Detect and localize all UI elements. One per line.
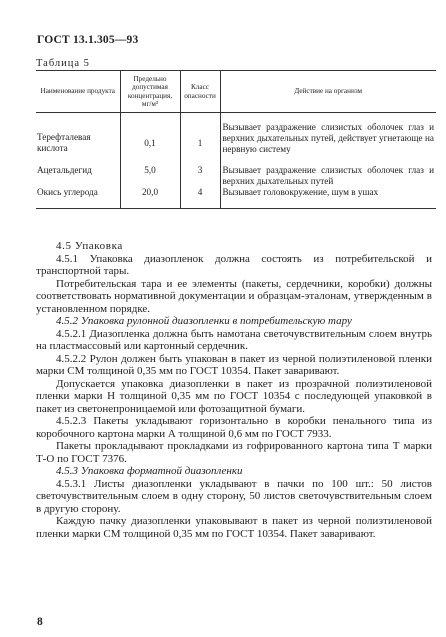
subsection-heading: 4.5.2 Упаковка рулонной диазопленки в потребительскую тару — [56, 315, 352, 327]
section-heading: 4.5 Упаковка — [56, 240, 123, 252]
cell-pdk: 5,0 — [120, 155, 180, 187]
paragraph: 4.5.1 Упаковка диазопленок должна состоять из потребительской и транспортной тары. — [36, 252, 432, 277]
cell-class: 1 — [180, 122, 220, 155]
paragraph: 4.5.2.3 Пакеты укладывают горизонтально в коробки пенального типа из коробочного картона марки А толщиной 0,6 мм по ГОСТ 7933. — [36, 415, 432, 440]
table-row — [36, 187, 436, 209]
section-text — [36, 240, 432, 540]
paragraph: 4.5.2.2 Рулон должен быть упакован в пакет из черной полиэтиленовой пленки марки СМ толщиной 0,35 мм по ГОСТ 10354. Пакет заваривают. — [36, 352, 432, 377]
table-caption: Таблица 5 — [36, 58, 90, 69]
column-header-class: Класс опасности — [180, 71, 220, 113]
paragraph: Потребительская тара и ее элементы (пакеты, сердечники, коробки) должны соответствовать нормативной документации и образцам-эталонам, утвержденным в установленном порядке. — [36, 277, 432, 315]
paragraph: 4.5.3.1 Листы диазопленки укладывают в пачки по 100 шт.: 50 листов светочувствительным слоем в одну сторону, 50 листов светочувствительным слоем в другую сторону. — [36, 477, 432, 515]
cell-class: 3 — [180, 155, 220, 187]
column-header-product: Наименование продукта — [36, 71, 120, 113]
standard-header: ГОСТ 13.1.305—93 — [37, 34, 139, 46]
cell-effect: Вызывает раздражение слизистых оболочек глаз и верхних дыхательных путей — [220, 155, 436, 187]
cell-effect: Вызывает раздражение слизистых оболочек глаз и верхних дыхательных путей, действует угнетающе на нервную систему — [220, 122, 436, 155]
table-header-row — [36, 71, 436, 113]
column-header-pdk: Предельно допустимая концентрация, мг/м³ — [120, 71, 180, 113]
subsection-heading: 4.5.3 Упаковка форматной диазопленки — [56, 465, 243, 477]
paragraph: Каждую пачку диазопленки упаковывают в пакет из черной полиэтиленовой пленки марки СМ толщиной 0,35 мм по ГОСТ 10354. Пакет заваривают. — [36, 515, 432, 540]
cell-product: Ацетальдегид — [36, 155, 120, 187]
table-row — [36, 122, 436, 155]
cell-product: Окись углерода — [36, 187, 120, 209]
cell-pdk: 0,1 — [120, 122, 180, 155]
paragraph: Пакеты прокладывают прокладками из гофрированного картона типа Т марки Т-О по ГОСТ 7376. — [36, 440, 432, 465]
column-header-effect: Действие на организм — [220, 71, 436, 113]
table-row — [36, 155, 436, 187]
page-number: 8 — [37, 616, 43, 628]
cell-class: 4 — [180, 187, 220, 209]
cell-effect: Вызывает головокружение, шум в ушах — [220, 187, 436, 209]
cell-pdk: 20,0 — [120, 187, 180, 209]
paragraph: Допускается упаковка диазопленки в пакет из прозрачной полиэтиленовой пленки марки Н толщиной 0,35 мм по ГОСТ 10354 с последующей упаковкой в пакет из светонепроницаемой или фотозащитной бумаги. — [36, 377, 432, 415]
hazard-table — [36, 70, 436, 209]
cell-product: Терефталевая кислота — [36, 122, 120, 155]
paragraph: 4.5.2.1 Диазопленка должна быть намотана светочувствительным слоем внутрь на пластмассовый или картонный сердечник. — [36, 327, 432, 352]
